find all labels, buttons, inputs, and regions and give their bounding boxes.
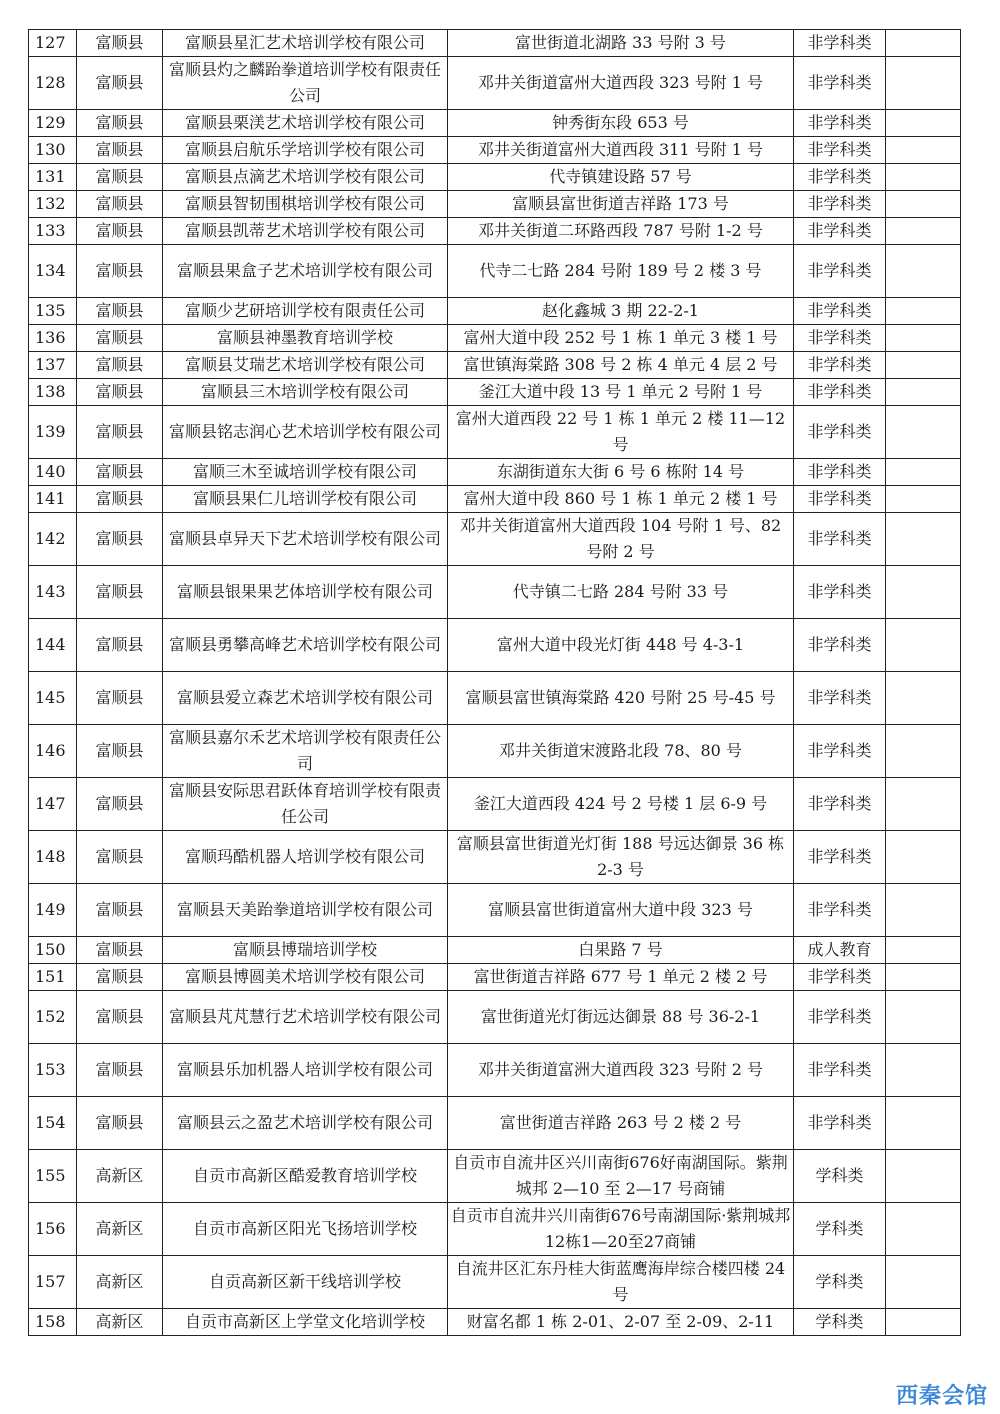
remarks-cell (886, 352, 961, 379)
row-number-cell: 153 (29, 1044, 77, 1097)
row-number-cell: 132 (29, 191, 77, 218)
remarks-cell (886, 137, 961, 164)
category-cell: 学科类 (794, 1256, 886, 1309)
row-number-cell: 147 (29, 778, 77, 831)
address-cell: 赵化鑫城 3 期 22-2-1 (448, 298, 794, 325)
institution-name-cell: 富顺县银果果艺体培训学校有限公司 (163, 566, 448, 619)
category-cell: 非学科类 (794, 459, 886, 486)
table-row (29, 164, 961, 191)
institution-table-page (28, 29, 960, 1336)
address-cell: 富州大道西段 22 号 1 栋 1 单元 2 楼 11—12 号 (448, 406, 794, 459)
address-cell: 富世街道吉祥路 677 号 1 单元 2 楼 2 号 (448, 964, 794, 991)
category-cell: 非学科类 (794, 30, 886, 57)
category-cell: 非学科类 (794, 778, 886, 831)
remarks-cell (886, 57, 961, 110)
category-cell: 成人教育 (794, 937, 886, 964)
institution-name-cell: 自贡市高新区阳光飞扬培训学校 (163, 1203, 448, 1256)
district-cell: 富顺县 (77, 164, 163, 191)
table-row (29, 218, 961, 245)
remarks-cell (886, 1044, 961, 1097)
row-number-cell: 127 (29, 30, 77, 57)
address-cell: 财富名都 1 栋 2-01、2-07 至 2-09、2-11 (448, 1309, 794, 1336)
watermark-logo: 西秦会馆 (895, 1384, 988, 1409)
category-cell: 学科类 (794, 1309, 886, 1336)
table-row (29, 672, 961, 725)
district-cell: 富顺县 (77, 778, 163, 831)
row-number-cell: 140 (29, 459, 77, 486)
remarks-cell (886, 379, 961, 406)
table-row (29, 513, 961, 566)
address-cell: 东湖街道东大街 6 号 6 栋附 14 号 (448, 459, 794, 486)
remarks-cell (886, 164, 961, 191)
district-cell: 富顺县 (77, 379, 163, 406)
table-row (29, 352, 961, 379)
remarks-cell (886, 191, 961, 218)
row-number-cell: 131 (29, 164, 77, 191)
remarks-cell (886, 991, 961, 1044)
category-cell: 非学科类 (794, 991, 886, 1044)
row-number-cell: 133 (29, 218, 77, 245)
row-number-cell: 142 (29, 513, 77, 566)
institution-name-cell: 富顺县天美跆拳道培训学校有限公司 (163, 884, 448, 937)
row-number-cell: 149 (29, 884, 77, 937)
row-number-cell: 135 (29, 298, 77, 325)
remarks-cell (886, 1150, 961, 1203)
institution-name-cell: 富顺少艺研培训学校有限责任公司 (163, 298, 448, 325)
table-row (29, 110, 961, 137)
table-row (29, 1044, 961, 1097)
table-row (29, 1150, 961, 1203)
address-cell: 富州大道中段光灯街 448 号 4-3-1 (448, 619, 794, 672)
table-body (29, 30, 961, 1336)
institution-name-cell: 富顺县艾瑞艺术培训学校有限公司 (163, 352, 448, 379)
row-number-cell: 134 (29, 245, 77, 298)
district-cell: 富顺县 (77, 298, 163, 325)
category-cell: 非学科类 (794, 725, 886, 778)
row-number-cell: 150 (29, 937, 77, 964)
institution-name-cell: 富顺县嘉尔禾艺术培训学校有限责任公司 (163, 725, 448, 778)
row-number-cell: 156 (29, 1203, 77, 1256)
address-cell: 代寺镇二七路 284 号附 33 号 (448, 566, 794, 619)
category-cell: 学科类 (794, 1150, 886, 1203)
row-number-cell: 141 (29, 486, 77, 513)
remarks-cell (886, 459, 961, 486)
category-cell: 非学科类 (794, 57, 886, 110)
remarks-cell (886, 245, 961, 298)
category-cell: 非学科类 (794, 137, 886, 164)
address-cell: 富世街道吉祥路 263 号 2 楼 2 号 (448, 1097, 794, 1150)
district-cell: 富顺县 (77, 1097, 163, 1150)
address-cell: 富顺县富世街道光灯街 188 号远达御景 36 栋 2-3 号 (448, 831, 794, 884)
category-cell: 非学科类 (794, 110, 886, 137)
district-cell: 富顺县 (77, 218, 163, 245)
category-cell: 非学科类 (794, 884, 886, 937)
institution-name-cell: 富顺县果盒子艺术培训学校有限公司 (163, 245, 448, 298)
remarks-cell (886, 30, 961, 57)
district-cell: 富顺县 (77, 191, 163, 218)
remarks-cell (886, 619, 961, 672)
category-cell: 非学科类 (794, 1044, 886, 1097)
category-cell: 非学科类 (794, 566, 886, 619)
district-cell: 富顺县 (77, 991, 163, 1044)
row-number-cell: 144 (29, 619, 77, 672)
district-cell: 富顺县 (77, 1044, 163, 1097)
institution-name-cell: 富顺县博瑞培训学校 (163, 937, 448, 964)
row-number-cell: 136 (29, 325, 77, 352)
row-number-cell: 151 (29, 964, 77, 991)
institution-name-cell: 富顺县智韧围棋培训学校有限公司 (163, 191, 448, 218)
institution-name-cell: 富顺玛酷机器人培训学校有限公司 (163, 831, 448, 884)
district-cell: 富顺县 (77, 30, 163, 57)
institution-name-cell: 富顺三木至诚培训学校有限公司 (163, 459, 448, 486)
district-cell: 高新区 (77, 1203, 163, 1256)
category-cell: 非学科类 (794, 619, 886, 672)
table-row (29, 566, 961, 619)
table-row (29, 245, 961, 298)
table-row (29, 964, 961, 991)
table-row (29, 937, 961, 964)
remarks-cell (886, 672, 961, 725)
remarks-cell (886, 964, 961, 991)
district-cell: 富顺县 (77, 964, 163, 991)
district-cell: 富顺县 (77, 513, 163, 566)
institution-name-cell: 富顺县启航乐学培训学校有限公司 (163, 137, 448, 164)
table-row (29, 486, 961, 513)
row-number-cell: 145 (29, 672, 77, 725)
table-row (29, 30, 961, 57)
district-cell: 高新区 (77, 1256, 163, 1309)
category-cell: 学科类 (794, 1203, 886, 1256)
table-row (29, 379, 961, 406)
address-cell: 代寺镇建设路 57 号 (448, 164, 794, 191)
address-cell: 富顺县富世街道富州大道中段 323 号 (448, 884, 794, 937)
row-number-cell: 152 (29, 991, 77, 1044)
institution-name-cell: 富顺县乐加机器人培训学校有限公司 (163, 1044, 448, 1097)
remarks-cell (886, 1203, 961, 1256)
address-cell: 邓井关街道宋渡路北段 78、80 号 (448, 725, 794, 778)
district-cell: 富顺县 (77, 619, 163, 672)
row-number-cell: 146 (29, 725, 77, 778)
category-cell: 非学科类 (794, 325, 886, 352)
institution-name-cell: 富顺县神墨教育培训学校 (163, 325, 448, 352)
table-row (29, 1097, 961, 1150)
institution-name-cell: 富顺县栗渼艺术培训学校有限公司 (163, 110, 448, 137)
district-cell: 富顺县 (77, 725, 163, 778)
address-cell: 釜江大道中段 13 号 1 单元 2 号附 1 号 (448, 379, 794, 406)
category-cell: 非学科类 (794, 218, 886, 245)
address-cell: 自贡市自流井区兴川南街676好南湖国际。紫荆城邦 2—10 至 2—17 号商铺 (448, 1150, 794, 1203)
remarks-cell (886, 486, 961, 513)
address-cell: 邓井关街道富洲大道西段 323 号附 2 号 (448, 1044, 794, 1097)
institution-name-cell: 富顺县铭志润心艺术培训学校有限公司 (163, 406, 448, 459)
address-cell: 钟秀街东段 653 号 (448, 110, 794, 137)
remarks-cell (886, 1309, 961, 1336)
row-number-cell: 158 (29, 1309, 77, 1336)
category-cell: 非学科类 (794, 672, 886, 725)
table-row (29, 1203, 961, 1256)
institution-table (28, 29, 961, 1336)
category-cell: 非学科类 (794, 1097, 886, 1150)
row-number-cell: 155 (29, 1150, 77, 1203)
institution-name-cell: 富顺县星汇艺术培训学校有限公司 (163, 30, 448, 57)
institution-name-cell: 富顺县博圆美术培训学校有限公司 (163, 964, 448, 991)
table-row (29, 191, 961, 218)
address-cell: 富世街道光灯街远达御景 88 号 36-2-1 (448, 991, 794, 1044)
remarks-cell (886, 1097, 961, 1150)
table-row (29, 137, 961, 164)
remarks-cell (886, 884, 961, 937)
category-cell: 非学科类 (794, 964, 886, 991)
district-cell: 富顺县 (77, 245, 163, 298)
category-cell: 非学科类 (794, 191, 886, 218)
table-row (29, 619, 961, 672)
address-cell: 自流井区汇东丹桂大街蓝鹰海岸综合楼四楼 24 号 (448, 1256, 794, 1309)
institution-name-cell: 富顺县果仁儿培训学校有限公司 (163, 486, 448, 513)
institution-name-cell: 富顺县安际思君跃体育培训学校有限责任公司 (163, 778, 448, 831)
institution-name-cell: 富顺县点滴艺术培训学校有限公司 (163, 164, 448, 191)
district-cell: 富顺县 (77, 137, 163, 164)
row-number-cell: 154 (29, 1097, 77, 1150)
row-number-cell: 129 (29, 110, 77, 137)
district-cell: 富顺县 (77, 486, 163, 513)
institution-name-cell: 自贡市高新区上学堂文化培训学校 (163, 1309, 448, 1336)
district-cell: 富顺县 (77, 459, 163, 486)
address-cell: 釜江大道西段 424 号 2 号楼 1 层 6-9 号 (448, 778, 794, 831)
row-number-cell: 148 (29, 831, 77, 884)
table-row (29, 884, 961, 937)
table-row (29, 991, 961, 1044)
table-row (29, 778, 961, 831)
address-cell: 自贡市自流井兴川南街676号南湖国际·紫荆城邦12栋1—20至27商铺 (448, 1203, 794, 1256)
institution-name-cell: 富顺县卓异天下艺术培训学校有限公司 (163, 513, 448, 566)
district-cell: 富顺县 (77, 352, 163, 379)
row-number-cell: 130 (29, 137, 77, 164)
remarks-cell (886, 325, 961, 352)
address-cell: 富州大道中段 860 号 1 栋 1 单元 2 楼 1 号 (448, 486, 794, 513)
institution-name-cell: 自贡高新区新干线培训学校 (163, 1256, 448, 1309)
category-cell: 非学科类 (794, 245, 886, 298)
row-number-cell: 138 (29, 379, 77, 406)
category-cell: 非学科类 (794, 406, 886, 459)
district-cell: 富顺县 (77, 831, 163, 884)
table-row (29, 831, 961, 884)
district-cell: 富顺县 (77, 672, 163, 725)
institution-name-cell: 富顺县芃芃慧行艺术培训学校有限公司 (163, 991, 448, 1044)
district-cell: 富顺县 (77, 325, 163, 352)
category-cell: 非学科类 (794, 486, 886, 513)
address-cell: 富世街道北湖路 33 号附 3 号 (448, 30, 794, 57)
institution-name-cell: 富顺县灼之麟跆拳道培训学校有限责任公司 (163, 57, 448, 110)
table-row (29, 325, 961, 352)
category-cell: 非学科类 (794, 379, 886, 406)
district-cell: 富顺县 (77, 110, 163, 137)
table-row (29, 1256, 961, 1309)
district-cell: 高新区 (77, 1150, 163, 1203)
table-row (29, 298, 961, 325)
district-cell: 高新区 (77, 1309, 163, 1336)
category-cell: 非学科类 (794, 298, 886, 325)
remarks-cell (886, 298, 961, 325)
institution-name-cell: 富顺县云之盈艺术培训学校有限公司 (163, 1097, 448, 1150)
remarks-cell (886, 566, 961, 619)
row-number-cell: 128 (29, 57, 77, 110)
institution-name-cell: 富顺县爱立森艺术培训学校有限公司 (163, 672, 448, 725)
row-number-cell: 143 (29, 566, 77, 619)
institution-name-cell: 富顺县勇攀高峰艺术培训学校有限公司 (163, 619, 448, 672)
address-cell: 富顺县富世街道吉祥路 173 号 (448, 191, 794, 218)
address-cell: 富顺县富世镇海棠路 420 号附 25 号-45 号 (448, 672, 794, 725)
category-cell: 非学科类 (794, 352, 886, 379)
remarks-cell (886, 831, 961, 884)
institution-name-cell: 自贡市高新区酷爱教育培训学校 (163, 1150, 448, 1203)
district-cell: 富顺县 (77, 884, 163, 937)
address-cell: 邓井关街道富州大道西段 323 号附 1 号 (448, 57, 794, 110)
remarks-cell (886, 778, 961, 831)
address-cell: 富世镇海棠路 308 号 2 栋 4 单元 4 层 2 号 (448, 352, 794, 379)
address-cell: 邓井关街道富州大道西段 311 号附 1 号 (448, 137, 794, 164)
district-cell: 富顺县 (77, 57, 163, 110)
table-row (29, 1309, 961, 1336)
row-number-cell: 137 (29, 352, 77, 379)
address-cell: 白果路 7 号 (448, 937, 794, 964)
address-cell: 邓井关街道二环路西段 787 号附 1-2 号 (448, 218, 794, 245)
district-cell: 富顺县 (77, 566, 163, 619)
table-row (29, 725, 961, 778)
remarks-cell (886, 725, 961, 778)
institution-name-cell: 富顺县三木培训学校有限公司 (163, 379, 448, 406)
category-cell: 非学科类 (794, 831, 886, 884)
address-cell: 代寺二七路 284 号附 189 号 2 楼 3 号 (448, 245, 794, 298)
district-cell: 富顺县 (77, 406, 163, 459)
address-cell: 邓井关街道富州大道西段 104 号附 1 号、82 号附 2 号 (448, 513, 794, 566)
row-number-cell: 157 (29, 1256, 77, 1309)
category-cell: 非学科类 (794, 164, 886, 191)
table-row (29, 57, 961, 110)
category-cell: 非学科类 (794, 513, 886, 566)
remarks-cell (886, 1256, 961, 1309)
remarks-cell (886, 513, 961, 566)
remarks-cell (886, 110, 961, 137)
remarks-cell (886, 937, 961, 964)
institution-name-cell: 富顺县凯蒂艺术培训学校有限公司 (163, 218, 448, 245)
district-cell: 富顺县 (77, 937, 163, 964)
row-number-cell: 139 (29, 406, 77, 459)
table-row (29, 406, 961, 459)
remarks-cell (886, 406, 961, 459)
table-row (29, 459, 961, 486)
address-cell: 富州大道中段 252 号 1 栋 1 单元 3 楼 1 号 (448, 325, 794, 352)
remarks-cell (886, 218, 961, 245)
